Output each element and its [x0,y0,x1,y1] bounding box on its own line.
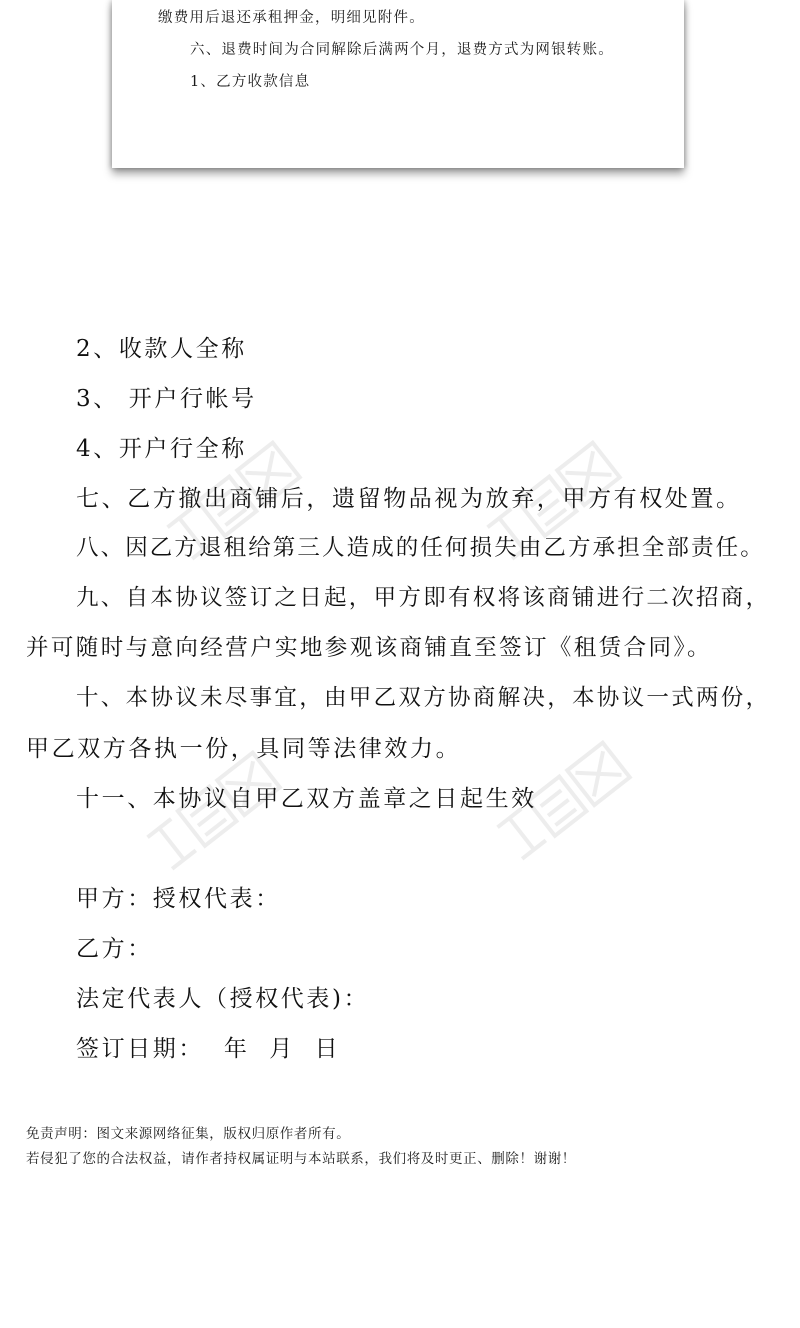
legal-rep-label: 法定代表人（授权代表)： [76,986,370,1012]
body-line-6: 九、自本协议签订之日起，甲方即有权将该商铺进行二次招商， [76,585,771,611]
body-line-4: 七、乙方撤出商铺后，遗留物品视为放弃，甲方有权处置。 [76,486,742,512]
body-line-10: 十一、本协议自甲乙双方盖章之日起生效 [76,786,537,812]
sign-date-label: 签订日期： 年 月 日 [76,1036,341,1062]
disclaimer-line-2: 若侵犯了您的合法权益，请作者持权属证明与本站联系，我们将及时更正、删除！谢谢！ [26,1151,576,1167]
body-line-3: 4、开户行全称 [76,436,247,462]
party-a-label: 甲方：授权代表： [76,886,281,912]
disclaimer-line-1: 免责声明：图文来源网络征集，版权归原作者所有。 [26,1126,351,1142]
body-line-2: 3、 开户行帐号 [76,386,257,412]
card-line-3: 1、乙方收款信息 [190,74,311,90]
party-b-label: 乙方： [76,936,153,962]
body-line-7: 并可随时与意向经营户实地参观该商铺直至签订《租赁合同》。 [26,635,712,661]
body-line-9: 甲乙双方各执一份，具同等法律效力。 [26,736,462,762]
body-line-8: 十、本协议未尽事宜，由甲乙双方协商解决，本协议一式两份， [76,685,771,711]
body-line-5: 八、因乙方退租给第三人造成的任何损失由乙方承担全部责任。 [76,535,765,561]
card-line-2: 六、退费时间为合同解除后满两个月，退费方式为网银转账。 [190,42,614,58]
body-line-1: 2、收款人全称 [76,336,247,362]
card-line-1: 缴费用后退还承租押金，明细见附件。 [158,10,425,26]
page-preview-card [112,0,684,168]
